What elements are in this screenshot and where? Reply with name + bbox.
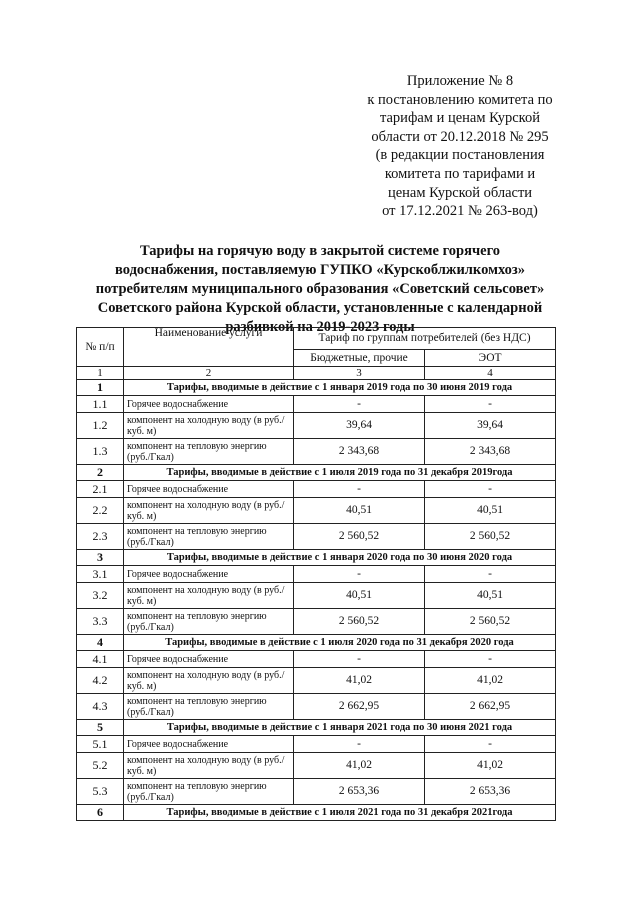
section-period: Тарифы, вводимые в действие с 1 июля 2020 года по 31 декабря 2020 года (124, 635, 556, 651)
column-number: 1 (77, 367, 124, 380)
tariff-budget: 40,51 (294, 583, 425, 609)
section-number: 4 (77, 635, 124, 651)
section-row (77, 380, 556, 396)
appendix-line: области от 20.12.2018 № 295 (371, 128, 549, 145)
tariff-eot: 2 653,36 (425, 779, 556, 805)
tariff-budget: 2 560,52 (294, 609, 425, 635)
row-number: 5.3 (77, 779, 124, 805)
title-line: Советского района Курской области, установленные с календарной (97, 300, 543, 316)
section-period: Тарифы, вводимые в действие с 1 июля 2021 года по 31 декабря 2021года (124, 805, 556, 821)
section-row (77, 805, 556, 821)
row-number: 2.3 (77, 524, 124, 550)
section-period: Тарифы, вводимые в действие с 1 июля 2019 года по 31 декабря 2019года (124, 465, 556, 481)
tariff-budget: - (294, 736, 425, 753)
section-number: 3 (77, 550, 124, 566)
table-row (77, 651, 556, 668)
tariff-budget: 2 560,52 (294, 524, 425, 550)
table-row (77, 396, 556, 413)
tariff-eot: 40,51 (425, 498, 556, 524)
tariff-budget: 41,02 (294, 668, 425, 694)
table-row (77, 566, 556, 583)
row-number: 1.2 (77, 413, 124, 439)
row-number: 1.3 (77, 439, 124, 465)
tariff-budget: 41,02 (294, 753, 425, 779)
service-name: компонент на холодную воду (в руб./куб. м) (124, 668, 294, 694)
tariff-eot: 41,02 (425, 753, 556, 779)
tariff-budget: - (294, 651, 425, 668)
row-number: 3.3 (77, 609, 124, 635)
table-row (77, 481, 556, 498)
column-number-row (77, 367, 556, 380)
tariff-eot: - (425, 481, 556, 498)
row-number: 3.1 (77, 566, 124, 583)
tariff-eot: 40,51 (425, 583, 556, 609)
service-name: компонент на тепловую энергию (руб./Гкал) (124, 439, 294, 465)
appendix-line: комитета по тарифами и (384, 165, 536, 182)
tariff-eot: - (425, 396, 556, 413)
row-number: 1.1 (77, 396, 124, 413)
appendix-line: к постановлению комитета по (367, 91, 553, 108)
tariff-eot: 2 343,68 (425, 439, 556, 465)
tariff-budget: 2 653,36 (294, 779, 425, 805)
service-name: компонент на тепловую энергию (руб./Гкал) (124, 609, 294, 635)
row-number: 5.1 (77, 736, 124, 753)
header-number: № п/п (77, 328, 124, 367)
tariff-eot: 2 560,52 (425, 609, 556, 635)
header-service: Наименование услуги (124, 328, 294, 367)
row-number: 2.2 (77, 498, 124, 524)
service-name: Горячее водоснабжение (124, 481, 294, 498)
table-row (77, 753, 556, 779)
appendix-line: тарифам и ценам Курской (379, 110, 540, 127)
tariff-budget: - (294, 566, 425, 583)
appendix-reference (345, 72, 575, 221)
appendix-line: ценам Курской области (387, 184, 533, 201)
title-line: Тарифы на горячую воду в закрытой системе горячего (139, 243, 501, 259)
header-budget: Бюджетные, прочие (294, 350, 425, 367)
service-name: Горячее водоснабжение (124, 396, 294, 413)
title-line: водоснабжения, поставляемую ГУПКО «Курскоблжилкомхоз» (115, 262, 525, 278)
table-row (77, 524, 556, 550)
table-row (77, 694, 556, 720)
title-line: потребителям муниципального образования «Советский сельсовет» (95, 281, 545, 297)
table-row (77, 779, 556, 805)
row-number: 5.2 (77, 753, 124, 779)
service-name: Горячее водоснабжение (124, 651, 294, 668)
row-number: 4.3 (77, 694, 124, 720)
tariff-eot: 2 662,95 (425, 694, 556, 720)
appendix-line: Приложение № 8 (406, 73, 514, 89)
row-number: 2.1 (77, 481, 124, 498)
tariff-eot: - (425, 566, 556, 583)
section-number: 2 (77, 465, 124, 481)
tariff-budget: - (294, 481, 425, 498)
table-row (77, 413, 556, 439)
tariff-table (76, 327, 556, 821)
tariff-eot: - (425, 736, 556, 753)
column-number: 3 (294, 367, 425, 380)
tariff-budget: 40,51 (294, 498, 425, 524)
tariff-eot: 2 560,52 (425, 524, 556, 550)
service-name: Горячее водоснабжение (124, 736, 294, 753)
tariff-budget: 39,64 (294, 413, 425, 439)
service-name: компонент на холодную воду (в руб./куб. м) (124, 498, 294, 524)
table-row (77, 498, 556, 524)
tariff-eot: 39,64 (425, 413, 556, 439)
section-period: Тарифы, вводимые в действие с 1 января 2020 года по 30 июня 2020 года (124, 550, 556, 566)
row-number: 4.1 (77, 651, 124, 668)
service-name: компонент на тепловую энергию (руб./Гкал) (124, 694, 294, 720)
title-line: разбивкой на 2019-2023 годы (225, 319, 415, 335)
section-period: Тарифы, вводимые в действие с 1 января 2019 года по 30 июня 2019 года (124, 380, 556, 396)
tariff-eot: 41,02 (425, 668, 556, 694)
header-tariff-group: Тариф по группам потребителей (без НДС) (294, 328, 556, 350)
appendix-line: от 17.12.2021 № 263-вод) (382, 203, 538, 220)
tariff-budget: - (294, 396, 425, 413)
document-title (70, 242, 570, 337)
service-name: Горячее водоснабжение (124, 566, 294, 583)
table-row (77, 609, 556, 635)
section-row (77, 720, 556, 736)
header-eot: ЭОТ (425, 350, 556, 367)
appendix-line: (в редакции постановления (375, 147, 545, 164)
section-row (77, 550, 556, 566)
section-number: 6 (77, 805, 124, 821)
tariff-budget: 2 662,95 (294, 694, 425, 720)
tariff-budget: 2 343,68 (294, 439, 425, 465)
section-number: 1 (77, 380, 124, 396)
tariff-eot: - (425, 651, 556, 668)
table-row (77, 439, 556, 465)
table-row (77, 668, 556, 694)
section-row (77, 465, 556, 481)
service-name: компонент на холодную воду (в руб./куб. м) (124, 413, 294, 439)
service-name: компонент на тепловую энергию (руб./Гкал) (124, 779, 294, 805)
column-number: 2 (124, 367, 294, 380)
table-row (77, 583, 556, 609)
column-number: 4 (425, 367, 556, 380)
section-period: Тарифы, вводимые в действие с 1 января 2021 года по 30 июня 2021 года (124, 720, 556, 736)
section-row (77, 635, 556, 651)
service-name: компонент на холодную воду (в руб./куб. м) (124, 583, 294, 609)
row-number: 3.2 (77, 583, 124, 609)
section-number: 5 (77, 720, 124, 736)
table-row (77, 736, 556, 753)
row-number: 4.2 (77, 668, 124, 694)
service-name: компонент на тепловую энергию (руб./Гкал) (124, 524, 294, 550)
service-name: компонент на холодную воду (в руб./куб. м) (124, 753, 294, 779)
